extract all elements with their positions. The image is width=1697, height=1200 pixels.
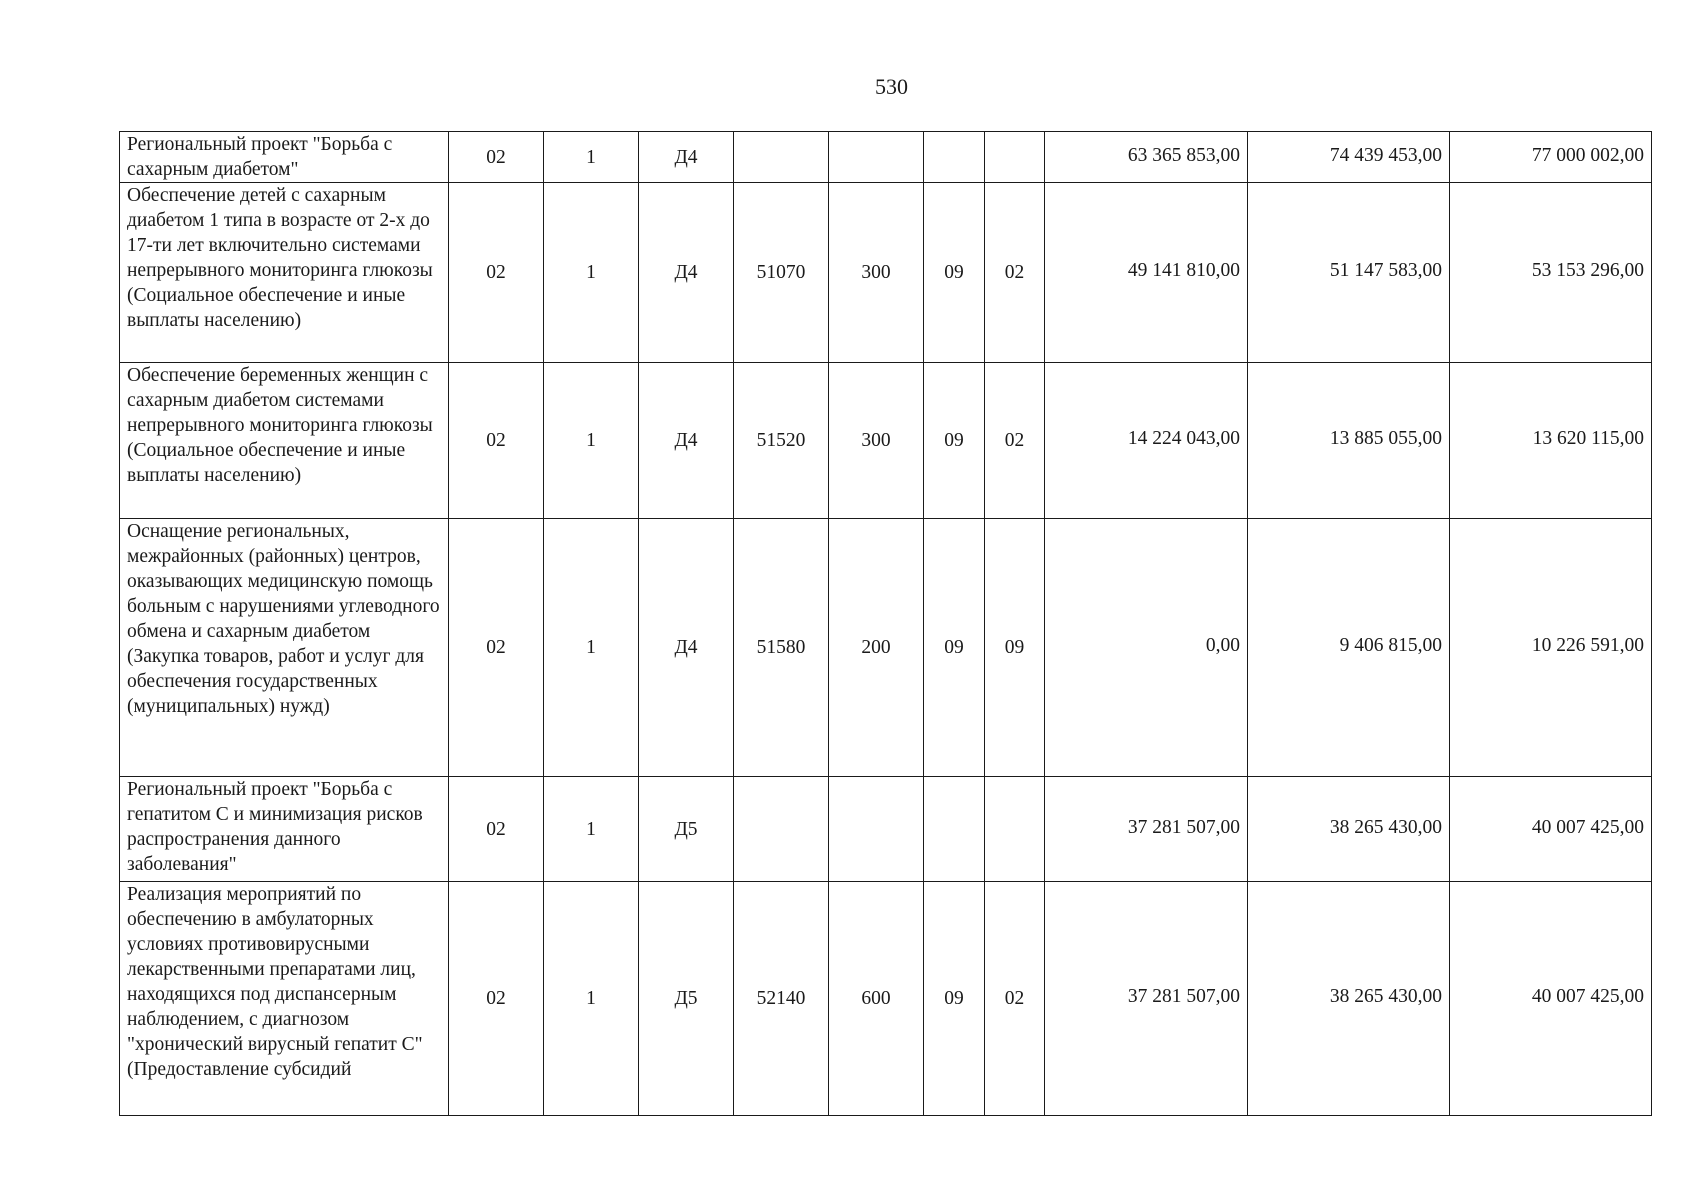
subprogram-code: 1 (544, 132, 639, 183)
section-code (924, 132, 985, 183)
subprogram-code: 1 (544, 183, 639, 363)
direction-code: 51070 (734, 183, 829, 363)
section-code: 09 (924, 519, 985, 777)
subsection-code (985, 132, 1045, 183)
amount-year-1: 0,00 (1045, 519, 1248, 777)
subprogram-code: 1 (544, 777, 639, 882)
section-code (924, 777, 985, 882)
amount-year-3: 77 000 002,00 (1450, 132, 1652, 183)
expense-type-code: 600 (829, 882, 924, 1116)
row-name: Обеспечение детей с сахарным диабетом 1 типа в возрасте от 2-х до 17-ти лет включительно системами непрерывного мониторинга глюкозы (Социальное обеспечение и иные выплаты населению) (120, 183, 449, 363)
subsection-code: 02 (985, 882, 1045, 1116)
row-name: Региональный проект "Борьба с гепатитом С и минимизация рисков распространения данного заболевания" (120, 777, 449, 882)
table-row (120, 777, 1652, 882)
amount-year-1: 37 281 507,00 (1045, 882, 1248, 1116)
amount-year-3: 40 007 425,00 (1450, 777, 1652, 882)
subprogram-code: 1 (544, 882, 639, 1116)
table-row (120, 882, 1652, 1116)
expense-type-code: 300 (829, 183, 924, 363)
row-name: Оснащение региональных, межрайонных (районных) центров, оказывающих медицинскую помощь больным с нарушениями углеводного обмена и сахарным диабетом (Закупка товаров, работ и услуг для обеспечения государственных (муниципальных) нужд) (120, 519, 449, 777)
amount-year-1: 14 224 043,00 (1045, 363, 1248, 519)
amount-year-2: 9 406 815,00 (1248, 519, 1450, 777)
table-row (120, 183, 1652, 363)
amount-year-2: 51 147 583,00 (1248, 183, 1450, 363)
row-name: Реализация мероприятий по обеспечению в амбулаторных условиях противовирусными лекарственными препаратами лиц, находящихся под диспансерным наблюдением, с диагнозом "хронический вирусный гепатит С" (Предоставление субсидий (120, 882, 449, 1116)
subsection-code: 02 (985, 183, 1045, 363)
project-code: Д5 (639, 882, 734, 1116)
direction-code (734, 132, 829, 183)
project-code: Д4 (639, 363, 734, 519)
subprogram-code: 1 (544, 519, 639, 777)
project-code: Д4 (639, 183, 734, 363)
table-row (120, 363, 1652, 519)
subsection-code: 09 (985, 519, 1045, 777)
row-name: Региональный проект "Борьба с сахарным диабетом" (120, 132, 449, 183)
amount-year-3: 13 620 115,00 (1450, 363, 1652, 519)
page-number: 530 (875, 74, 908, 99)
table-row (120, 519, 1652, 777)
table-row (120, 132, 1652, 183)
subsection-code (985, 777, 1045, 882)
direction-code: 51520 (734, 363, 829, 519)
direction-code: 52140 (734, 882, 829, 1116)
amount-year-2: 38 265 430,00 (1248, 777, 1450, 882)
amount-year-2: 38 265 430,00 (1248, 882, 1450, 1116)
expense-type-code: 200 (829, 519, 924, 777)
project-code: Д5 (639, 777, 734, 882)
project-code: Д4 (639, 132, 734, 183)
subsection-code: 02 (985, 363, 1045, 519)
section-code: 09 (924, 183, 985, 363)
section-code: 09 (924, 363, 985, 519)
expense-type-code (829, 132, 924, 183)
amount-year-1: 49 141 810,00 (1045, 183, 1248, 363)
amount-year-1: 37 281 507,00 (1045, 777, 1248, 882)
program-code: 02 (449, 882, 544, 1116)
amount-year-3: 40 007 425,00 (1450, 882, 1652, 1116)
row-name: Обеспечение беременных женщин с сахарным диабетом системами непрерывного мониторинга глюкозы (Социальное обеспечение и иные выплаты населению) (120, 363, 449, 519)
direction-code: 51580 (734, 519, 829, 777)
subprogram-code: 1 (544, 363, 639, 519)
program-code: 02 (449, 519, 544, 777)
amount-year-3: 10 226 591,00 (1450, 519, 1652, 777)
expense-type-code: 300 (829, 363, 924, 519)
direction-code (734, 777, 829, 882)
amount-year-2: 74 439 453,00 (1248, 132, 1450, 183)
budget-table (119, 131, 1652, 1116)
section-code: 09 (924, 882, 985, 1116)
program-code: 02 (449, 132, 544, 183)
expense-type-code (829, 777, 924, 882)
program-code: 02 (449, 777, 544, 882)
amount-year-1: 63 365 853,00 (1045, 132, 1248, 183)
program-code: 02 (449, 363, 544, 519)
amount-year-3: 53 153 296,00 (1450, 183, 1652, 363)
program-code: 02 (449, 183, 544, 363)
amount-year-2: 13 885 055,00 (1248, 363, 1450, 519)
project-code: Д4 (639, 519, 734, 777)
